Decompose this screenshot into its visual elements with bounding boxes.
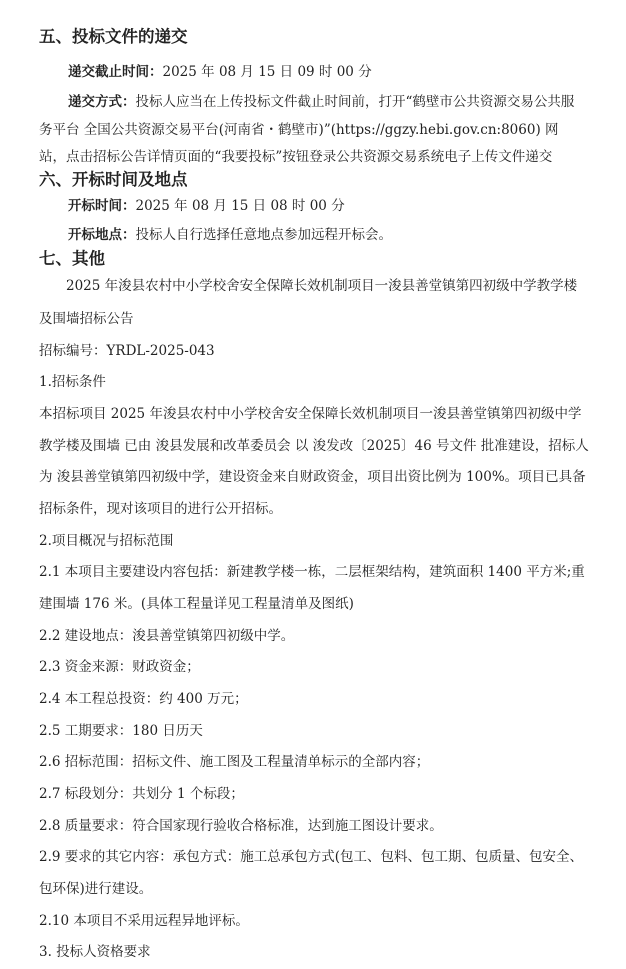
section-5-heading: 五、投标文件的递交 xyxy=(39,27,188,46)
section-7-heading: 七、其他 xyxy=(39,249,105,268)
submission-deadline-label: 递交截止时间： xyxy=(68,64,163,80)
tender-conditions-line-4: 招标条件，现对该项目的进行公开招标。 xyxy=(39,501,282,517)
notice-title-line-2: 及围墙招标公告 xyxy=(39,311,134,327)
submission-deadline xyxy=(68,63,372,81)
opening-time-value: 2025 年 08 月 15 日 08 时 00 分 xyxy=(135,198,345,214)
item-2-6: 2.6 招标范围：招标文件、施工图及工程量清单标示的全部内容； xyxy=(39,754,430,770)
opening-place-value: 投标人自行选择任意地点参加远程开标会。 xyxy=(135,227,392,243)
submission-deadline-value: 2025 年 08 月 15 日 09 时 00 分 xyxy=(162,64,372,80)
project-scope-heading: 2.项目概况与招标范围 xyxy=(39,533,174,549)
item-2-2: 2.2 建设地点：浚县善堂镇第四初级中学。 xyxy=(39,628,295,644)
bidder-qualification-heading: 3. 投标人资格要求 xyxy=(39,944,151,960)
section-6-heading: 六、开标时间及地点 xyxy=(39,170,188,189)
item-2-5: 2.5 工期要求：180 日历天 xyxy=(39,723,203,739)
submission-method-line-1 xyxy=(68,93,574,111)
item-2-9-line-2: 包环保)进行建设。 xyxy=(39,881,153,897)
item-2-8: 2.8 质量要求：符合国家现行验收合格标准，达到施工图设计要求。 xyxy=(39,818,443,834)
opening-time xyxy=(68,197,345,215)
item-2-1-line-1: 2.1 本项目主要建设内容包括：新建教学楼一栋，二层框架结构，建筑面积 1400 平方米;重 xyxy=(39,564,585,580)
item-2-10: 2.10 本项目不采用远程异地评标。 xyxy=(39,913,249,929)
item-2-4: 2.4 本工程总投资：约 400 万元； xyxy=(39,691,248,707)
item-2-1-line-2: 建围墙 176 米。(具体工程量详见工程量清单及图纸) xyxy=(39,596,354,612)
tender-conditions-line-3: 为 浚县善堂镇第四初级中学，建设资金来自财政资金，项目出资比例为 100%。项目已具备 xyxy=(39,469,586,485)
tender-conditions-line-1: 本招标项目 2025 年浚县农村中小学校舍安全保障长效机制项目一浚县善堂镇第四初级中学 xyxy=(39,406,582,422)
notice-title-line-1: 2025 年浚县农村中小学校舍安全保障长效机制项目一浚县善堂镇第四初级中学教学楼 xyxy=(66,278,578,294)
tender-number: 招标编号：YRDL-2025-043 xyxy=(39,343,215,359)
item-2-9-line-1: 2.9 要求的其它内容：承包方式：施工总承包方式(包工、包料、包工期、包质量、包安全、 xyxy=(39,849,584,865)
submission-method-text-1: 投标人应当在上传投标文件截止时间前，打开“鹤壁市公共资源交易公共服 xyxy=(135,94,575,110)
opening-time-label: 开标时间： xyxy=(68,198,136,214)
tender-conditions-heading: 1.招标条件 xyxy=(39,374,106,390)
submission-method-line-2: 务平台 全国公共资源交易平台(河南省・鹤壁市)”(https://ggzy.hebi.gov.cn:8060) 网 xyxy=(39,122,559,138)
item-2-7: 2.7 标段划分：共划分 1 个标段； xyxy=(39,786,244,802)
item-2-3: 2.3 资金来源：财政资金； xyxy=(39,659,200,675)
submission-method-label: 递交方式： xyxy=(68,94,136,110)
opening-place-label: 开标地点： xyxy=(68,227,136,243)
opening-place xyxy=(68,226,392,244)
tender-conditions-line-2: 教学楼及围墙 已由 浚县发展和改革委员会 以 浚发改〔2025〕46 号文件 批准建设，招标人 xyxy=(39,438,589,454)
submission-method-line-3: 站，点击招标公告详情页面的“我要投标”按钮登录公共资源交易系统电子上传文件递交 xyxy=(39,149,553,165)
